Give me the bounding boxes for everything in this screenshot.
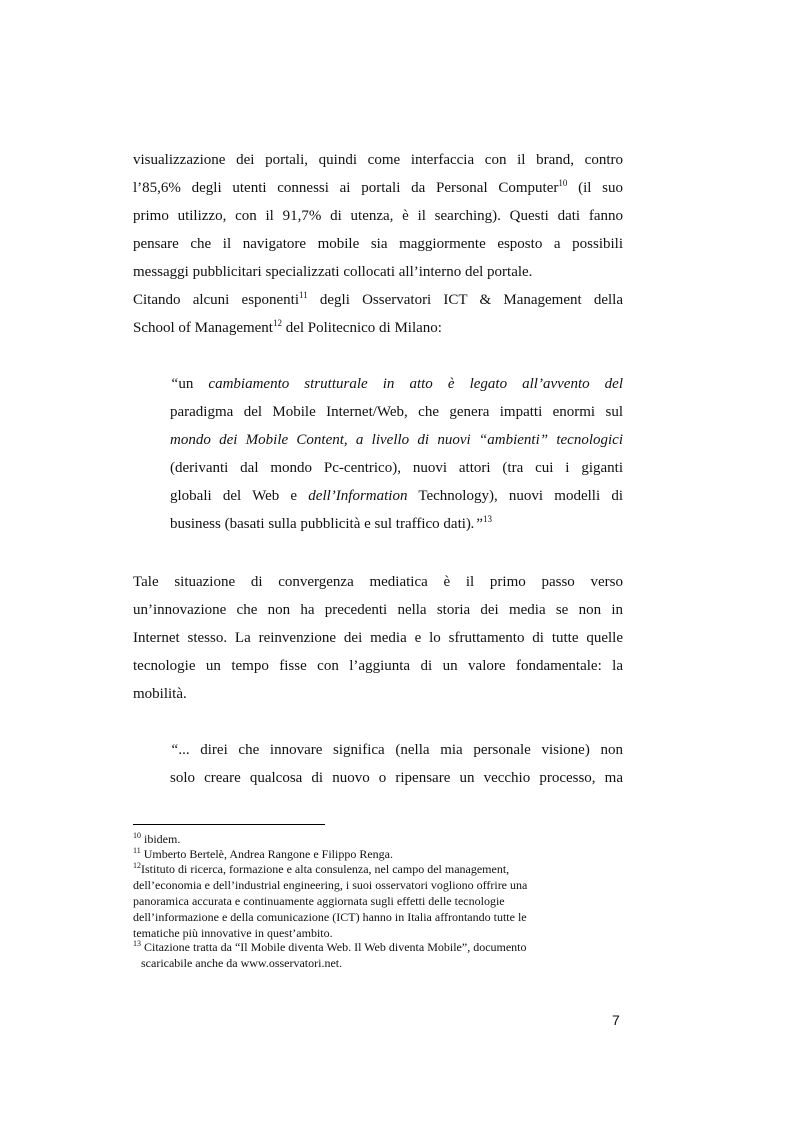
- quote1-line2: paradigma del Mobile Internet/Web, che genera impatti enormi sul: [170, 404, 623, 420]
- p2-line1: Citando alcuni esponenti$^{11}$ degli Osservatori ICT & Management della: [133, 290, 624, 308]
- p1-line5: messaggi pubblicitari specializzati collocati all’interno del portale.: [133, 264, 533, 280]
- footnote-12-line2: dell’economia e dell’industrial engineering, i suoi osservatori vogliono offrire una: [133, 878, 528, 892]
- p3-line4: tecnologie un tempo fisse con l’aggiunta di un valore fondamentale: la: [133, 658, 623, 674]
- footnote-13-line2: scaricabile anche da www.osservatori.net.: [141, 956, 343, 970]
- quote1-line6: business (basati sulla pubblicità e sul traffico dati).”$^{13}$: [170, 514, 492, 532]
- footnote-ref-13[interactable]: 13: [483, 514, 492, 524]
- p1-line2: l’85,6% degli utenti connessi ai portali da Personal Computer$^{10}$ (il suo: [133, 178, 623, 196]
- p1-line3: primo utilizzo, con il 91,7% di utenza, è il searching). Questi dati fanno: [133, 208, 623, 224]
- quote1-line4: (derivanti dal mondo Pc-centrico), nuovi attori (tra cui i giganti: [170, 460, 623, 476]
- p1-line4: pensare che il navigatore mobile sia maggiormente esposto a possibili: [133, 236, 623, 252]
- footnote-13-line1: $^{13}$ Citazione tratta da “Il Mobile diventa Web. Il Web diventa Mobile”, documento: [133, 939, 527, 954]
- quote1-line3: mondo dei Mobile Content, a livello di nuovi “ambienti” tecnologici: [170, 432, 623, 448]
- p2-line2: School of Management$^{12}$ del Politecnico di Milano:: [133, 318, 442, 336]
- footnote-12-line3: panoramica accurata e continuamente aggiornata sugli effetti delle tecnologie: [133, 894, 505, 908]
- p3-line1: Tale situazione di convergenza mediatica è il primo passo verso: [133, 574, 623, 590]
- p1-line1: visualizzazione dei portali, quindi come interfaccia con il brand, contro: [133, 152, 623, 168]
- p3-line5: mobilità.: [133, 686, 187, 702]
- footnote-12-line4: dell’informazione e della comunicazione (ICT) hanno in Italia affrontando tutte le: [133, 910, 527, 924]
- p3-line2: un’innovazione che non ha precedenti nella storia dei media se non in: [133, 602, 623, 618]
- footnote-12-line5: tematiche più innovative in quest’ambito.: [133, 926, 333, 940]
- quote1-line1: “un cambiamento strutturale in atto è legato all’avvento del: [170, 376, 624, 392]
- footnote-ref-12[interactable]: 12: [272, 318, 282, 328]
- footnote-12-line1: $^{12}$Istituto di ricerca, formazione e alta consulenza, nel campo del management,: [133, 861, 510, 876]
- page-number: 7: [612, 1012, 620, 1028]
- quote2-line1: “... direi che innovare significa (nella mia personale visione) non: [170, 742, 623, 758]
- footnote-divider: [133, 824, 325, 825]
- footnote-ref-11[interactable]: 11: [299, 290, 308, 300]
- quote2-line2: solo creare qualcosa di nuovo o ripensare un vecchio processo, ma: [170, 770, 623, 786]
- footnote-ref-10[interactable]: 10: [558, 178, 568, 188]
- quote1-line5: globali del Web e dell’Information Technology), nuovi modelli di: [170, 488, 623, 504]
- footnote-10: $^{10}$ ibidem.: [133, 831, 181, 846]
- p3-line3: Internet stesso. La reinvenzione dei media e lo sfruttamento di tutte quelle: [133, 630, 623, 646]
- footnote-11: $^{11}$ Umberto Bertelè, Andrea Rangone e Filippo Renga.: [133, 846, 393, 861]
